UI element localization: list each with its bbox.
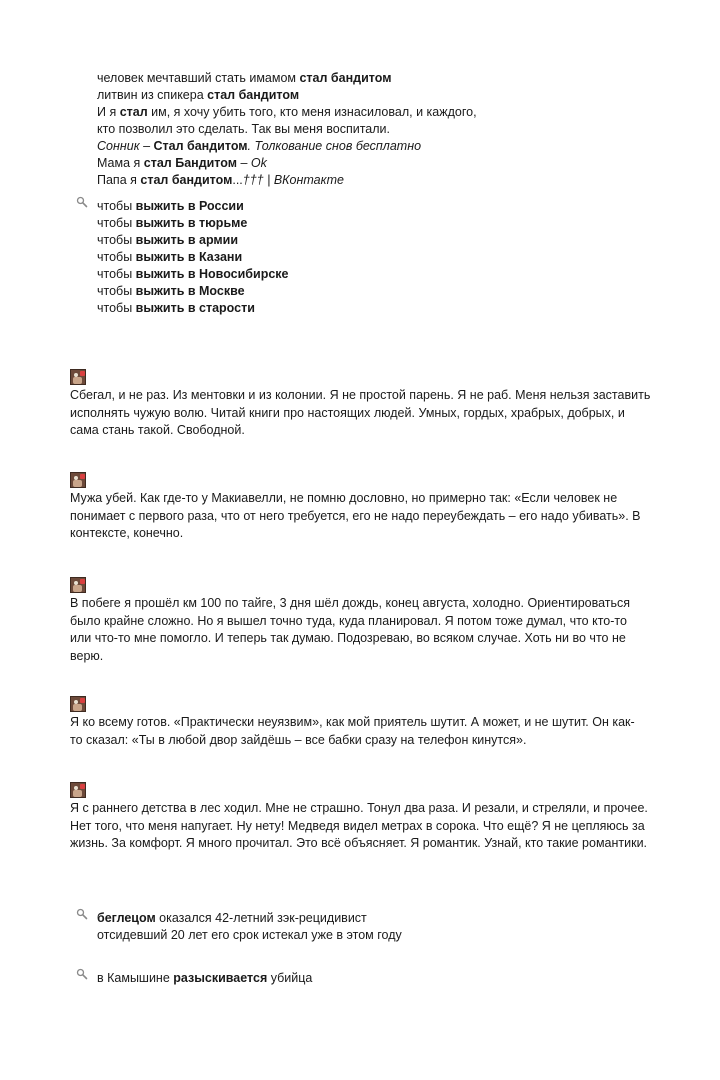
post-text: Мужа убей. Как где-то у Макиавелли, не помню дословно, но примерно так: «Если человек не понимает с первого раза, что от него требуется, его не надо переубеждать – его надо убивать». В контексте, конечно. <box>70 491 641 540</box>
suggestion-block-top <box>97 70 477 189</box>
post-text: Я с раннего детства в лес ходил. Мне не страшно. Тонул два раза. И резали, и стреляли, и прочее. Нет того, что меня напугает. Ну нету! Медведя видел метрах в сорока. Что ещё? Я не цепляюсь за жизнь. За комфорт. Я много прочитал. Это всё объясняет. Я романтик. Узнай, кто такие романтики. <box>70 801 648 850</box>
search-suggestion-fugitive[interactable]: беглецом оказался 42-летний зэк-рецидивист отсидевший 20 лет его срок истекал уже в этом году <box>97 911 402 942</box>
suggestion-line[interactable]: И я стал им, я хочу убить того, кто меня изнасиловал, и каждого, <box>97 105 477 119</box>
avatar[interactable] <box>70 782 86 798</box>
post-text: Сбегал, и не раз. Из ментовки и из колонии. Я не простой парень. Я не раб. Меня нельзя заставить исполнять чужую волю. Читай книги про настоящих людей. Умных, гордых, храбрых, добрых, и сама стань такой. Свободной. <box>70 388 651 437</box>
avatar[interactable] <box>70 577 86 593</box>
suggestion-line[interactable]: Мама я стал Бандитом – Ok <box>97 156 267 170</box>
survive-suggestion-list <box>97 198 289 317</box>
list-item[interactable]: чтобы выжить в России <box>97 199 244 213</box>
suggestion-line[interactable]: литвин из спикера стал бандитом <box>97 88 300 102</box>
avatar[interactable] <box>70 472 86 488</box>
search-icon <box>76 968 88 980</box>
post-text: В побеге я прошёл км 100 по тайге, 3 дня шёл дождь, конец августа, холодно. Ориентироваться было крайне сложно. Но я вышел точно туда, куда планировал. Я потом тоже думал, что кто-то или что-то мне помогло. И теперь так думаю. Подозреваю, во всяком случае. Хоть ни во что не верю. <box>70 596 631 663</box>
list-item[interactable]: чтобы выжить в тюрьме <box>97 216 248 230</box>
suggestion-line[interactable]: кто позволил это сделать. Так вы меня воспитали. <box>97 122 390 136</box>
list-item[interactable]: чтобы выжить в старости <box>97 301 255 315</box>
list-item[interactable]: чтобы выжить в Казани <box>97 250 243 264</box>
list-item[interactable]: чтобы выжить в Новосибирске <box>97 267 289 281</box>
avatar[interactable] <box>70 696 86 712</box>
suggestion-line[interactable]: Папа я стал бандитом...††† | ВКонтакте <box>97 173 344 187</box>
avatar[interactable] <box>70 369 86 385</box>
post-text: Я ко всему готов. «Практически неуязвим», как мой приятель шутит. А может, и не шутит. Он как- то сказал: «Ты в любой двор зайдёшь – все бабки сразу на телефон кинутся». <box>70 715 635 747</box>
search-icon <box>76 196 88 208</box>
list-item[interactable]: чтобы выжить в армии <box>97 233 239 247</box>
suggestion-line[interactable]: Сонник – Стал бандитом. Толкование снов бесплатно <box>97 139 422 153</box>
search-suggestion-kamyshin[interactable]: в Камышине разыскивается убийца <box>97 971 313 985</box>
search-icon <box>76 908 88 920</box>
suggestion-line[interactable]: человек мечтавший стать имамом стал бандитом <box>97 71 392 85</box>
list-item[interactable]: чтобы выжить в Москве <box>97 284 245 298</box>
